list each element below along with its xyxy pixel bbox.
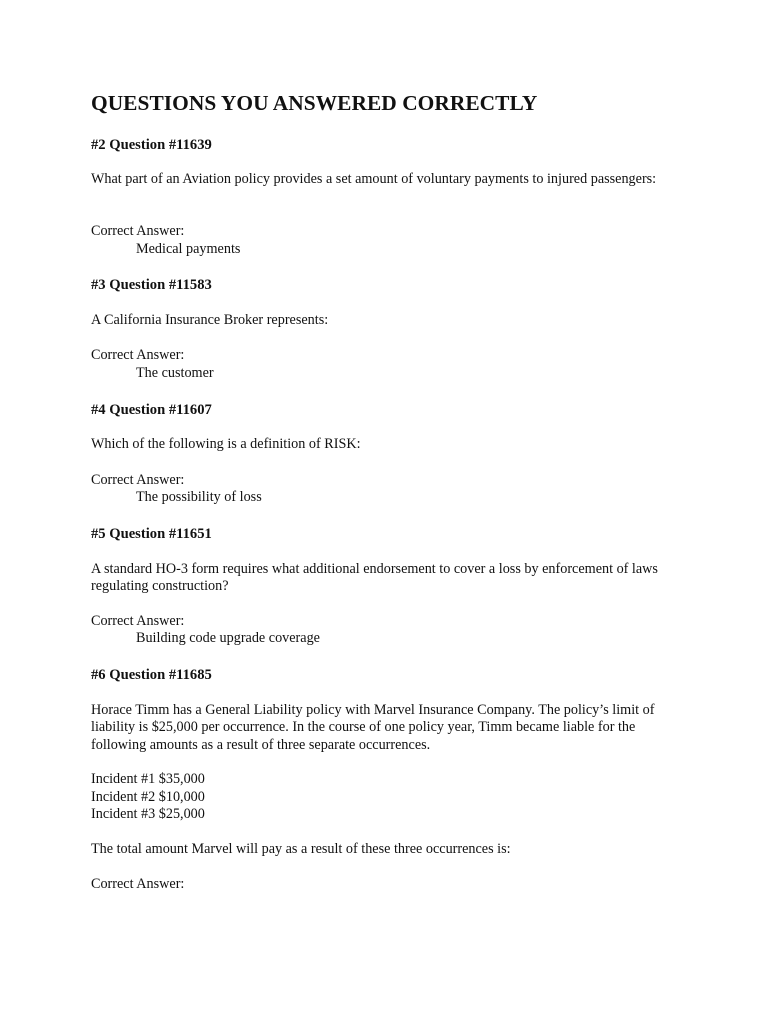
- question-prompt: What part of an Aviation policy provides a set amount of voluntary payments to injured passengers:: [91, 171, 657, 187]
- correct-answer-label: Correct Answer:: [91, 223, 185, 239]
- question-prompt: Horace Timm has a General Liability policy with Marvel Insurance Company. The policy’s limit of liability is $25,000 per occurrence. In the course of one policy year, Timm became liable for the following amounts as a result of three separate occurrences.: [91, 702, 655, 753]
- question-prompt: A standard HO-3 form requires what additional endorsement to cover a loss by enforcement of laws regulating construction?: [91, 561, 658, 595]
- correct-answer-text: Medical payments: [136, 241, 241, 257]
- question-prompt: A California Insurance Broker represents:: [91, 312, 329, 328]
- incident-line: Incident #1 $35,000: [91, 771, 205, 787]
- question-heading: #3 Question #11583: [91, 277, 212, 293]
- incident-line: Incident #2 $10,000: [91, 789, 205, 805]
- question-heading: #6 Question #11685: [91, 667, 212, 683]
- question-heading: #2 Question #11639: [91, 137, 212, 153]
- correct-answer-label: Correct Answer:: [91, 613, 185, 629]
- incident-line: Incident #3 $25,000: [91, 806, 205, 822]
- question-heading: #4 Question #11607: [91, 402, 212, 418]
- correct-answer-label: Correct Answer:: [91, 472, 185, 488]
- question-prompt: Which of the following is a definition of RISK:: [91, 436, 361, 452]
- correct-answer-text: The possibility of loss: [136, 489, 262, 505]
- correct-answer-label: Correct Answer:: [91, 347, 185, 363]
- correct-answer-text: Building code upgrade coverage: [136, 630, 320, 646]
- correct-answer-text: The customer: [136, 365, 214, 381]
- correct-answer-label: Correct Answer:: [91, 876, 185, 892]
- question-heading: #5 Question #11651: [91, 526, 212, 542]
- page-title: QUESTIONS YOU ANSWERED CORRECTLY: [91, 91, 538, 115]
- question-follow-up: The total amount Marvel will pay as a result of these three occurrences is:: [91, 841, 511, 857]
